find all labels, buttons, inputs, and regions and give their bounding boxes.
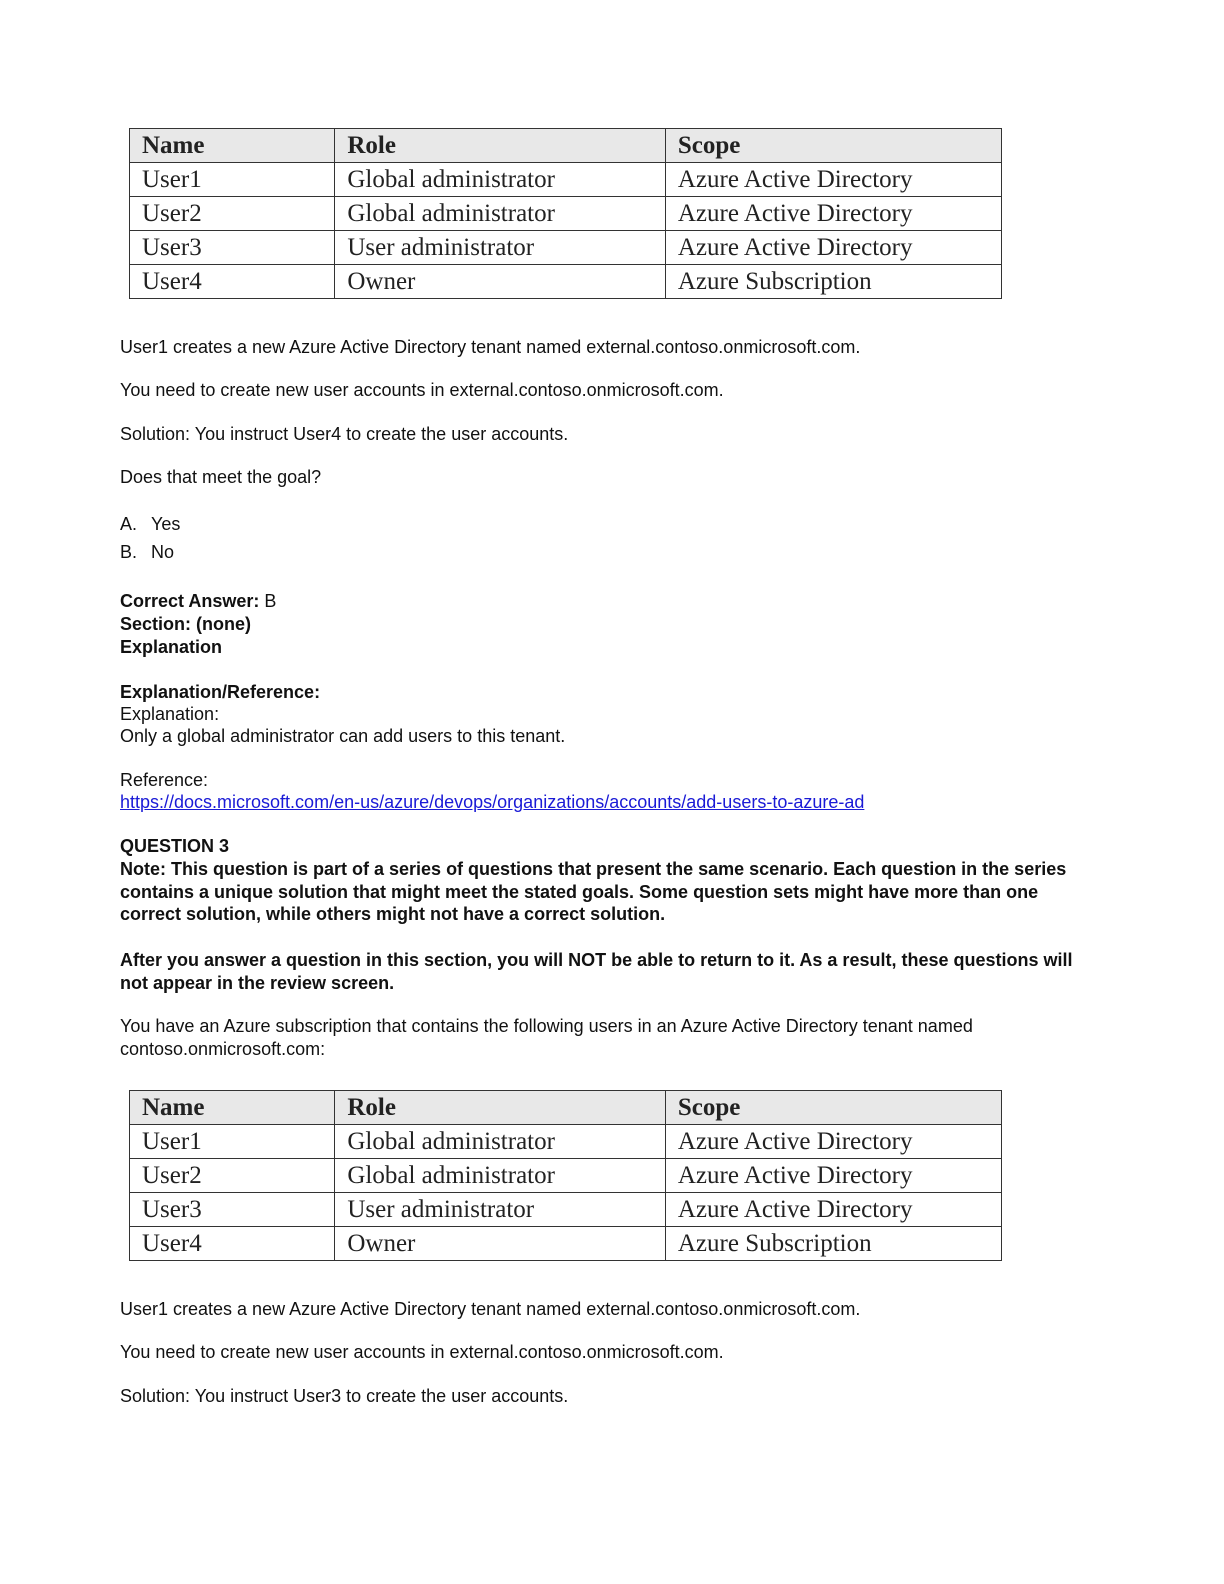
cell-scope: Azure Active Directory xyxy=(665,1159,1001,1193)
cell-role: Global administrator xyxy=(335,163,666,197)
table-row xyxy=(130,1125,1002,1159)
users-roles-table xyxy=(129,128,1002,299)
question-note: Note: This question is part of a series of questions that present the same scenario. Each question in the series contains a unique solution that might meet the stated goals. Some question sets might have more than one correct solution, while others might not have a correct solution. xyxy=(120,859,1067,924)
scenario-line: User1 creates a new Azure Active Directory tenant named external.contoso.onmicrosoft.com. xyxy=(120,337,861,357)
cell-name: User4 xyxy=(130,265,335,299)
cell-role: User administrator xyxy=(335,1193,666,1227)
cell-role: User administrator xyxy=(335,231,666,265)
table-row xyxy=(130,1227,1002,1261)
correct-answer xyxy=(120,590,276,613)
scenario-line: User1 creates a new Azure Active Directory tenant named external.contoso.onmicrosoft.com. xyxy=(120,1299,861,1319)
cell-name: User3 xyxy=(130,1193,335,1227)
reference-label: Reference: xyxy=(120,770,209,790)
cell-scope: Azure Active Directory xyxy=(665,1125,1001,1159)
table-row xyxy=(130,197,1002,231)
goal-question: Does that meet the goal? xyxy=(120,467,322,487)
correct-answer-label: Correct Answer: xyxy=(120,591,260,611)
solution-line: Solution: You instruct User3 to create the user accounts. xyxy=(120,1386,569,1406)
need-line: You need to create new user accounts in external.contoso.onmicrosoft.com. xyxy=(120,380,724,400)
cell-role: Owner xyxy=(335,1227,666,1261)
option-letter: A. xyxy=(120,514,138,534)
option-letter: B. xyxy=(120,542,138,562)
question-title: QUESTION 3 xyxy=(120,836,230,856)
option-text: Yes xyxy=(151,514,181,534)
cell-role: Global administrator xyxy=(335,1159,666,1193)
question-intro: You have an Azure subscription that contains the following users in an Azure Active Directory tenant named contoso.onmicrosoft.com: xyxy=(120,1016,973,1059)
column-header-scope: Scope xyxy=(665,1091,1001,1125)
question-warning: After you answer a question in this section, you will NOT be able to return to it. As a result, these questions will not appear in the review screen. xyxy=(120,950,1073,993)
need-line: You need to create new user accounts in external.contoso.onmicrosoft.com. xyxy=(120,1342,724,1362)
table-row xyxy=(130,1159,1002,1193)
cell-name: User2 xyxy=(130,197,335,231)
cell-scope: Azure Subscription xyxy=(665,1227,1001,1261)
column-header-scope: Scope xyxy=(665,129,1001,163)
reference-link[interactable]: https://docs.microsoft.com/en-us/azure/devops/organizations/accounts/add-users-to-azure-ad xyxy=(120,792,865,812)
table-row xyxy=(130,1193,1002,1227)
explanation-reference-heading: Explanation/Reference: xyxy=(120,682,321,702)
cell-name: User2 xyxy=(130,1159,335,1193)
explanation-text: Only a global administrator can add users to this tenant. xyxy=(120,726,566,746)
cell-role: Global administrator xyxy=(335,197,666,231)
section-line: Section: (none) xyxy=(120,614,251,634)
cell-scope: Azure Active Directory xyxy=(665,163,1001,197)
solution-line: Solution: You instruct User4 to create the user accounts. xyxy=(120,424,569,444)
cell-role: Global administrator xyxy=(335,1125,666,1159)
column-header-role: Role xyxy=(335,129,666,163)
answer-option-b xyxy=(120,541,174,564)
answer-option-a xyxy=(120,513,180,536)
explanation-label: Explanation: xyxy=(120,704,220,724)
correct-answer-value: B xyxy=(264,591,277,611)
cell-scope: Azure Active Directory xyxy=(665,197,1001,231)
cell-name: User1 xyxy=(130,1125,335,1159)
cell-scope: Azure Subscription xyxy=(665,265,1001,299)
table-header-row xyxy=(130,129,1002,163)
column-header-role: Role xyxy=(335,1091,666,1125)
column-header-name: Name xyxy=(130,129,335,163)
cell-name: User1 xyxy=(130,163,335,197)
users-roles-table xyxy=(129,1090,1002,1261)
cell-name: User3 xyxy=(130,231,335,265)
cell-scope: Azure Active Directory xyxy=(665,1193,1001,1227)
cell-name: User4 xyxy=(130,1227,335,1261)
cell-role: Owner xyxy=(335,265,666,299)
explanation-heading: Explanation xyxy=(120,637,223,657)
option-text: No xyxy=(151,542,175,562)
table-row xyxy=(130,231,1002,265)
table-row xyxy=(130,265,1002,299)
cell-scope: Azure Active Directory xyxy=(665,231,1001,265)
column-header-name: Name xyxy=(130,1091,335,1125)
table-row xyxy=(130,163,1002,197)
table-header-row xyxy=(130,1091,1002,1125)
reference-link-line xyxy=(120,791,864,814)
